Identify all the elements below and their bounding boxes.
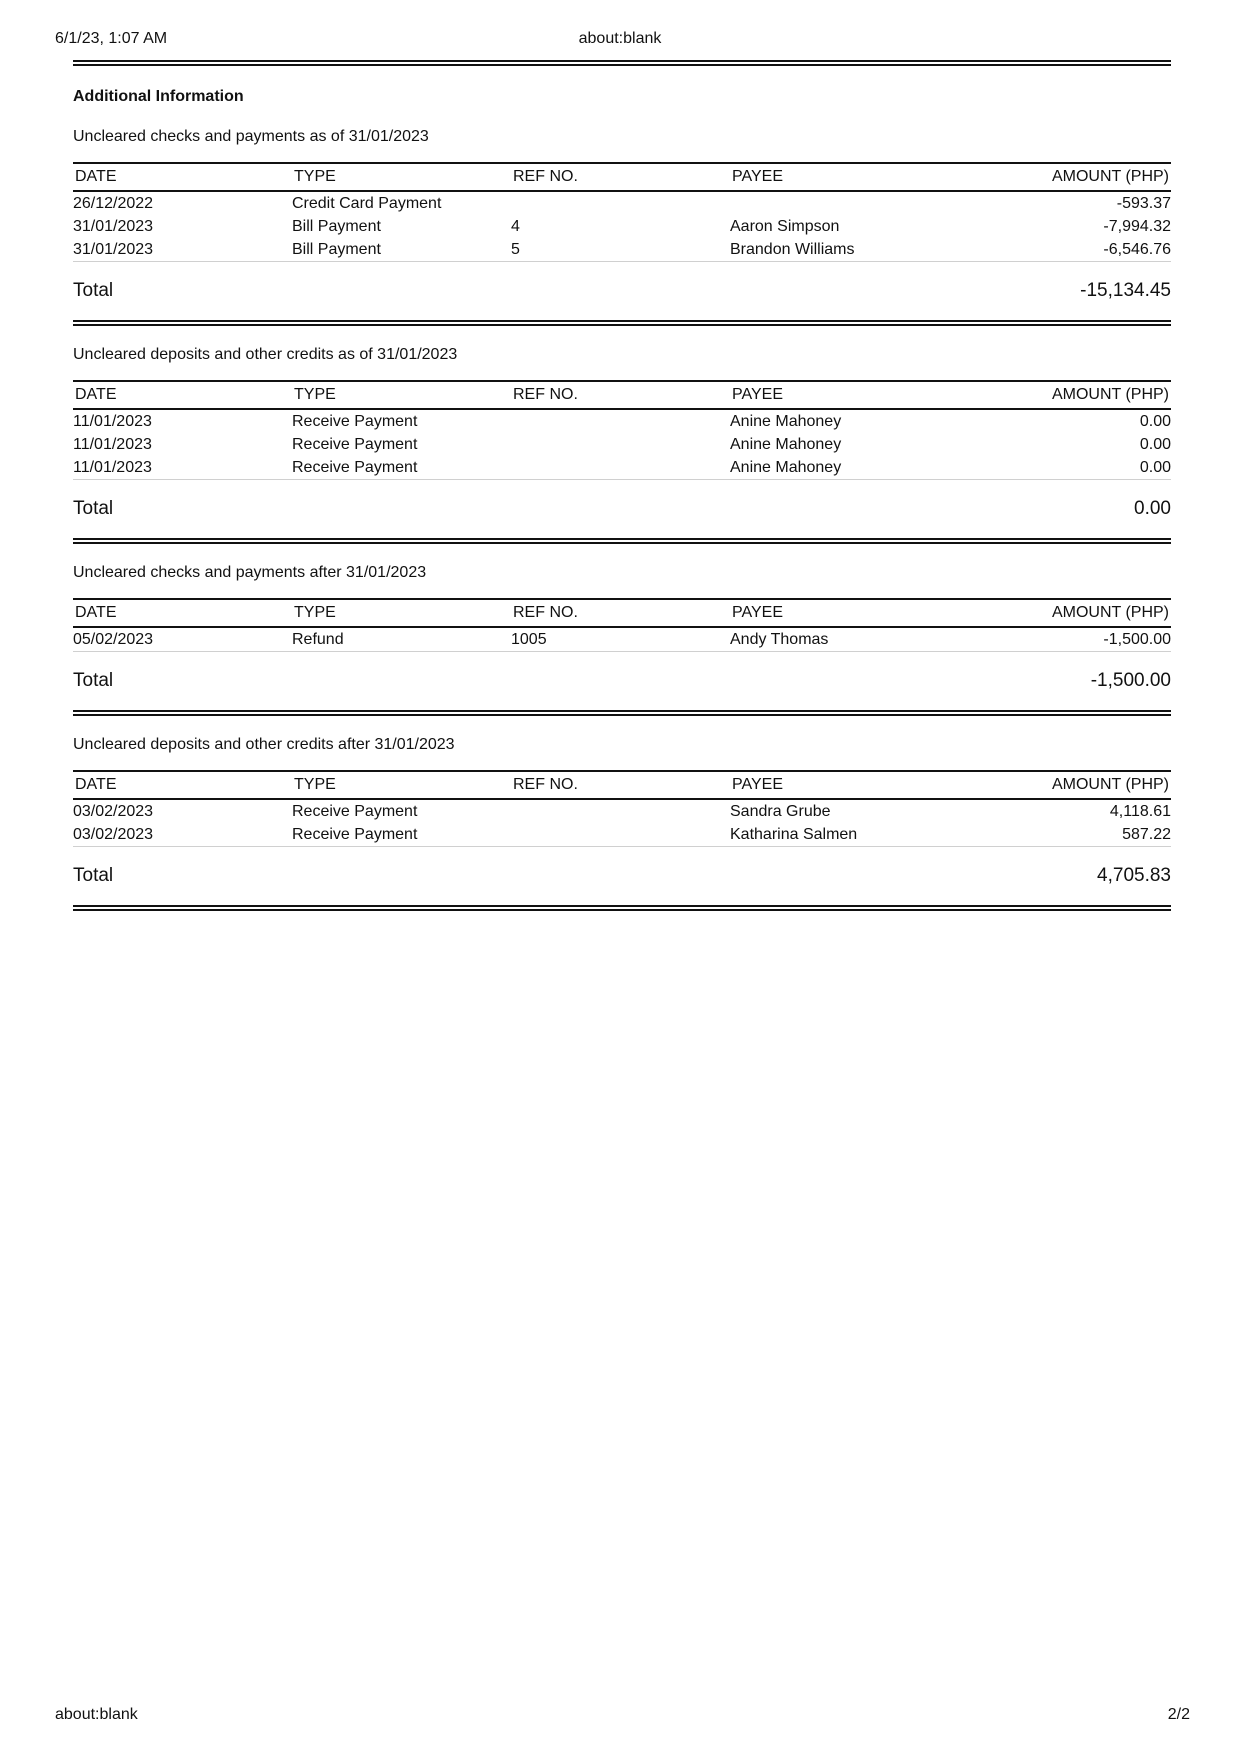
column-header-payee: PAYEE: [730, 599, 949, 627]
cell-ref: [511, 799, 730, 823]
cell-date: 11/01/2023: [73, 456, 292, 480]
cell-ref: [511, 409, 730, 433]
cell-amount: -593.37: [1116, 194, 1171, 212]
cell-amount: -1,500.00: [949, 627, 1171, 652]
cell-ref: 1005: [511, 627, 730, 652]
transactions-table: [73, 598, 1171, 652]
total-amount: 0.00: [1134, 498, 1171, 519]
cell-type: Bill Payment: [292, 217, 381, 235]
table-header-row: [73, 163, 1171, 191]
cell-date: 31/01/2023: [73, 238, 292, 262]
cell-amount: -6,546.76: [949, 238, 1171, 262]
table-row: [73, 409, 1171, 433]
page-number: 2/2: [1167, 1706, 1190, 1723]
table-row: [73, 823, 1171, 847]
section-caption: Uncleared checks and payments after 31/01/2023: [73, 564, 427, 581]
section-divider: [73, 320, 1171, 326]
column-header-date: DATE: [73, 771, 292, 799]
total-label: Total: [73, 280, 114, 301]
cell-payee: Anine Mahoney: [730, 456, 949, 480]
table-row: [73, 433, 1171, 456]
cell-type: Receive Payment: [292, 435, 418, 453]
cell-type: Receive Payment: [292, 802, 418, 820]
total-row: [73, 847, 1171, 905]
column-header-ref: REF NO.: [511, 163, 730, 191]
table-row: [73, 799, 1171, 823]
sections-container: [73, 128, 1171, 911]
total-row: [73, 652, 1171, 710]
total-label: Total: [73, 865, 114, 886]
transactions-table: [73, 162, 1171, 262]
report-content: [73, 60, 1171, 911]
cell-date: 11/01/2023: [73, 435, 152, 453]
cell-amount: 4,118.61: [1109, 802, 1171, 820]
cell-payee: Brandon Williams: [730, 238, 949, 262]
cell-amount: 0.00: [1139, 412, 1171, 430]
cell-date: 03/02/2023: [73, 823, 292, 847]
cell-ref: [511, 823, 730, 847]
column-header-type: TYPE: [292, 381, 511, 409]
cell-payee: Anine Mahoney: [730, 412, 842, 430]
report-section: [73, 346, 1171, 544]
column-header-amount: AMOUNT (PHP): [949, 599, 1171, 627]
column-header-amount: AMOUNT (PHP): [949, 381, 1171, 409]
table-row: [73, 627, 1171, 652]
column-header-date: DATE: [73, 381, 292, 409]
table-row: [73, 238, 1171, 262]
cell-payee: Sandra Grube: [730, 802, 831, 820]
cell-date: 26/12/2022: [73, 194, 154, 212]
transactions-table: [73, 770, 1171, 847]
column-header-date: DATE: [73, 599, 292, 627]
table-row: [73, 191, 1171, 215]
column-header-type: TYPE: [292, 163, 511, 191]
section-caption: Uncleared deposits and other credits after 31/01/2023: [73, 736, 455, 753]
column-header-ref: REF NO.: [511, 599, 730, 627]
cell-ref: [511, 191, 730, 215]
table-header-row: [73, 771, 1171, 799]
print-url: about:blank: [578, 30, 662, 47]
column-header-payee: PAYEE: [730, 771, 949, 799]
cell-type: Receive Payment: [292, 456, 511, 480]
section-divider: [73, 905, 1171, 911]
cell-date: 31/01/2023: [73, 217, 154, 235]
section-caption: Uncleared deposits and other credits as of 31/01/2023: [73, 346, 458, 363]
section-divider: [73, 538, 1171, 544]
report-section: [73, 736, 1171, 911]
cell-type: Bill Payment: [292, 238, 511, 262]
table-row: [73, 215, 1171, 238]
total-label: Total: [73, 670, 114, 691]
column-header-ref: REF NO.: [511, 771, 730, 799]
cell-type: Refund: [292, 627, 511, 652]
cell-amount: -7,994.32: [1103, 217, 1171, 235]
cell-payee: Anine Mahoney: [730, 435, 842, 453]
total-amount: -1,500.00: [1090, 670, 1171, 691]
report-section: [73, 128, 1171, 326]
cell-ref: [511, 433, 730, 456]
print-footer: [0, 1706, 1240, 1726]
total-amount: -15,134.45: [1080, 280, 1171, 301]
cell-payee: Katharina Salmen: [730, 823, 949, 847]
cell-amount: 587.22: [949, 823, 1171, 847]
cell-amount: 0.00: [1139, 435, 1171, 453]
column-header-date: DATE: [73, 163, 292, 191]
footer-url: about:blank: [55, 1706, 138, 1723]
cell-date: 05/02/2023: [73, 627, 292, 652]
cell-payee: Andy Thomas: [730, 627, 949, 652]
column-header-amount: AMOUNT (PHP): [949, 771, 1171, 799]
column-header-ref: REF NO.: [511, 381, 730, 409]
total-amount: 4,705.83: [1097, 865, 1171, 886]
report-section: [73, 564, 1171, 716]
cell-amount: 0.00: [949, 456, 1171, 480]
cell-type: Receive Payment: [292, 823, 511, 847]
print-header: [0, 30, 1240, 50]
cell-ref: [511, 456, 730, 480]
print-datetime: 6/1/23, 1:07 AM: [55, 30, 168, 47]
column-header-type: TYPE: [292, 599, 511, 627]
column-header-type: TYPE: [292, 771, 511, 799]
cell-payee: Aaron Simpson: [730, 217, 840, 235]
table-header-row: [73, 599, 1171, 627]
table-row: [73, 456, 1171, 480]
cell-payee: [730, 191, 949, 215]
total-row: [73, 262, 1171, 320]
cell-date: 11/01/2023: [73, 412, 152, 430]
page-title: Additional Information: [73, 88, 244, 105]
column-header-payee: PAYEE: [730, 163, 949, 191]
total-label: Total: [73, 498, 114, 519]
section-caption: Uncleared checks and payments as of 31/01/2023: [73, 128, 429, 145]
cell-ref: 5: [511, 238, 730, 262]
total-row: [73, 480, 1171, 538]
cell-ref: 4: [511, 217, 520, 235]
column-header-payee: PAYEE: [730, 381, 949, 409]
top-divider: [73, 60, 1171, 66]
table-header-row: [73, 381, 1171, 409]
transactions-table: [73, 380, 1171, 480]
section-divider: [73, 710, 1171, 716]
cell-date: 03/02/2023: [73, 802, 154, 820]
cell-type: Receive Payment: [292, 412, 418, 430]
cell-type: Credit Card Payment: [292, 194, 442, 212]
column-header-amount: AMOUNT (PHP): [949, 163, 1171, 191]
